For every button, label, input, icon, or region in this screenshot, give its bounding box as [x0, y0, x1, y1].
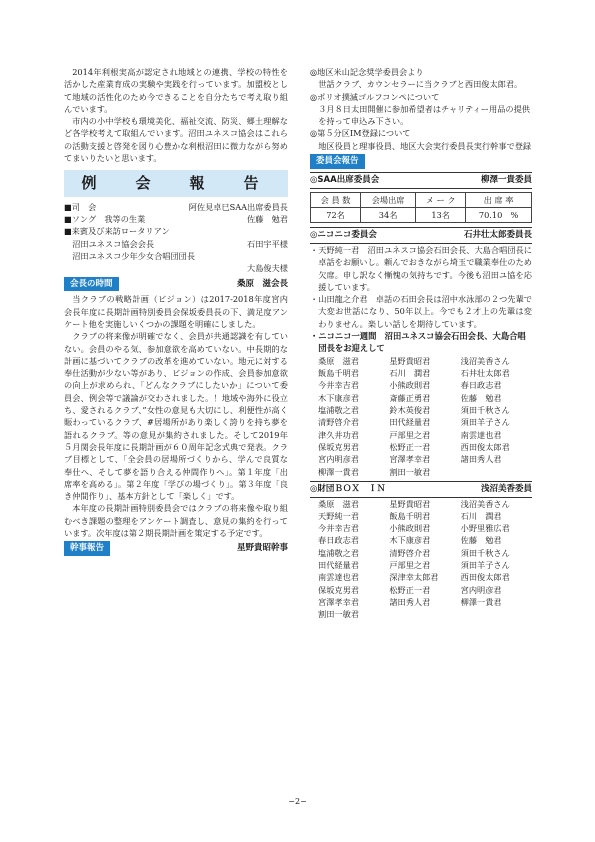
member-name: 西田俊太郎君 [460, 572, 510, 583]
member-name: 田代経量君 [318, 560, 359, 571]
member-name: 斎藤正勇君 [389, 392, 431, 403]
notice-heading: ◎ポリオ撲滅ゴルフコンペについて [310, 91, 440, 102]
member-name: 西田俊太郎君 [460, 441, 510, 452]
box-heading [310, 481, 532, 498]
member-name: 今井幸吉君 [318, 380, 359, 391]
president-name: 桑原 滋会長 [236, 278, 288, 289]
member-name: 清野啓介君 [318, 417, 359, 428]
member-name: 佐藤 勉君 [460, 392, 502, 403]
secretary-bar [64, 541, 288, 556]
member-name: 浅沼美香さん [460, 498, 510, 509]
member-name: 今井幸吉君 [318, 523, 359, 534]
intro-paragraph: 2014年利根実高が認定され地域との連携、学校の特性を活かした産業育成の実験や実践を行っています。加盟校として地域の活性化のため今できることを自分たちで考え取り組んでいます。 [64, 67, 288, 114]
member-name: 田代経量君 [389, 417, 431, 428]
guest-name: 大島俊夫様 [247, 263, 288, 274]
member-name: 清野啓介君 [389, 547, 431, 558]
meeting-items [64, 201, 288, 238]
intro-paragraph: 市内の小中学校も環境美化、福祉交流、防災、郷土理解など各学校考えて取組んでいます。沼田ユネスコ協会はこれらの活動支援と啓発を図り心豊かな利根沼田に微力ながら努めてまいりたいと思います。 [64, 116, 288, 164]
president-paragraph: 当クラブの戦略計画（ビジョン）は2017-2018年度宮内会長年度に長期計画特別委員会保坂委員長の下、満足度アンケート他を実施しいくつかの課題を明確にしました。 [64, 294, 288, 329]
member-name: 諸田秀人君 [389, 596, 431, 607]
member-name: 柳澤一貴君 [460, 596, 502, 607]
member-name: 小熊政則君 [389, 523, 431, 534]
committee-tag: 委員会報告 [310, 154, 365, 169]
member-name: 津久井功君 [318, 429, 359, 440]
member-name: 戸部里之君 [389, 429, 431, 440]
member-name: 宮内明彦君 [460, 584, 502, 595]
member-name: 柳澤一貴君 [318, 466, 359, 477]
member-name: 春日政志君 [318, 535, 359, 546]
attendance-value-cell: 13名 [416, 207, 466, 222]
guest-row [64, 262, 288, 274]
member-name: 松野正一君 [389, 441, 431, 452]
member-name: 割田一敏君 [389, 466, 431, 477]
attendance-header-cell: 出 席 率 [466, 192, 532, 207]
member-name: 諸田秀人君 [460, 454, 502, 465]
member-name: 小熊政則君 [389, 380, 431, 391]
member-name: 南雲達也君 [460, 429, 502, 440]
member-name: 石井壮太郎君 [460, 368, 510, 379]
meeting-item [64, 201, 288, 213]
saa-heading [310, 172, 532, 189]
page-number: −2− [288, 797, 307, 806]
left-column [64, 66, 288, 558]
nico-chair: 石井壮太郎委員長 [463, 230, 532, 241]
attendance-value-cell: 70.10 % [466, 207, 532, 222]
welcome-heading: ・ニコニコ一週間 沼田ユネスコ協会石田会長、大島合唱団長をお迎えして [310, 331, 526, 354]
nico-heading [310, 227, 532, 244]
member-name: 松野正一君 [389, 584, 431, 595]
president-bar [64, 277, 288, 292]
meeting-item [64, 213, 288, 225]
member-name: 木下康彦君 [389, 535, 431, 546]
member-name: 小野里雅広君 [460, 523, 510, 534]
meeting-item-label: ■ソング 我等の生業 [64, 214, 146, 225]
member-name: 割田一敏君 [318, 609, 359, 620]
member-name: 石川 潤君 [460, 510, 502, 521]
member-name: 桑原 滋君 [318, 355, 359, 366]
attendance-table [310, 192, 532, 224]
president-paragraph: 本年度の長期計画特別委員会ではクラブの将来像や取り組むべき課題の整理をアンケート調査し、意見の集約を行っています。次年度は第２期長期計画を策定する予定です。 [64, 503, 288, 539]
secretary-name: 星野貴昭幹事 [236, 543, 288, 554]
committee-bar [310, 154, 532, 169]
member-name: 天野純一君 [318, 510, 359, 521]
member-name: 浅沼美香さん [460, 355, 510, 366]
attendance-header-cell: 会 員 数 [311, 192, 361, 207]
member-name: 南雲達也君 [318, 572, 359, 583]
meeting-item-label: ■来賓及び来訪ロータリアン [64, 226, 170, 237]
member-name [461, 466, 532, 478]
member-name: 飯島千明君 [318, 368, 359, 379]
meeting-item-value: 佐藤 勉君 [247, 214, 288, 225]
attendance-value-cell: 34名 [361, 207, 416, 222]
attendance-value-row [311, 207, 532, 222]
notices [310, 66, 532, 152]
member-name: 宮澤孝幸君 [389, 454, 431, 465]
member-name: 塩浦敬之君 [318, 547, 359, 558]
nico-bullet: ・山田龍之介君 卓話の石田会長は沼中水泳部の２つ先輩で大変お世話になり、50年以上。今でも２才上の先輩は変わりません。楽しい話しを期待しています。 [310, 294, 532, 329]
member-name: 須田羊子さん [460, 560, 510, 571]
member-name: 保坂克男君 [318, 441, 359, 452]
attendance-header-row [311, 192, 532, 207]
intro-text [64, 66, 288, 164]
president-text [64, 293, 288, 539]
member-name: 佐藤 勉君 [460, 535, 502, 546]
attendance-value-cell: 72名 [311, 207, 361, 222]
notice-body: 世話クラブ、カウンセラーに当クラブと西田俊太郎君。 [318, 79, 523, 90]
meeting-item-label: ■司 会 [64, 201, 97, 212]
right-column [310, 66, 532, 621]
member-name: 星野貴昭君 [389, 355, 431, 366]
meeting-item-value: 阿佐見卓巳SAA出席委員長 [188, 201, 288, 212]
member-name: 木下康彦君 [318, 392, 359, 403]
president-paragraph: クラブの将来像が明確でなく、会員が共通認識を有していない。会員のやる気、参加意欲を高めていない。中長期的な計画に基づいてクラブの改革を進めていない。地元に対する奉仕活動が少ない等があり、ビジョンの作成、会員参加意欲の向上が求められ、「どんなクラブにしたいか」について委員会、例会等で議論が交わされました。！地域や海外に役立ち、愛されるクラブ、”女性の意見も大切にし、利便性が高く賑わっているクラブ、#居場所があり楽しく誇りを持ち夢を語れるクラブ。等の意見が集約されました。そして2019年５月関会長年度に長期計画が６０周年記念式典で発表。クラブ目標として、「全会員の居場所づくりから、学んで良質な奉仕へ、そして夢を語り合える仲間作りへ」。第１年度「出席率を高める」。第２年度「学びの場づくり」。第３年度「良き仲間作り」、基本方針として「楽しく」です。 [64, 331, 288, 502]
saa-title: ◎SAA出席委員会 [310, 174, 380, 185]
box-member: 浅沼美香委員 [480, 483, 532, 494]
meeting-item [64, 225, 288, 237]
meeting-report-title: 例 会 報 告 [64, 170, 288, 197]
member-name: 石川 潤君 [389, 368, 431, 379]
box-title: ◎財団ＢＯＸ ＩＮ [310, 483, 386, 494]
box-name-grid [310, 498, 532, 621]
nico-title: ◎ニコニコ委員会 [310, 230, 377, 241]
member-name: 桑原 滋君 [318, 498, 359, 509]
nico-bullet: ・天野純一君 沼田ユネスコ協会石田会長、大島合唱団長に卓話をお願いし。頼んでおきながら埼玉で職業奉仕のため欠席。申し訳なく慚愧の気持ちです。今後も沼田ユ協を応援しています。 [310, 244, 532, 292]
notice-heading: ◎地区米山記念奨学委員会より [310, 67, 424, 77]
guest-row [64, 250, 288, 262]
member-name: 星野貴昭君 [389, 498, 431, 509]
member-name: 須田千秋さん [460, 547, 510, 558]
guest-list [64, 238, 288, 275]
guest-row [64, 238, 288, 250]
member-name: 塩浦敬之君 [318, 405, 359, 416]
welcome-name-grid [310, 355, 532, 478]
saa-member: 柳澤一貴委員 [480, 174, 532, 185]
notice-body: ３月８日太田開催に参加希望者はチャリティー用品の提供を持って申込み下さい。 [318, 103, 530, 127]
member-name: 宮内明彦君 [318, 454, 359, 465]
member-name: 保坂克男君 [318, 584, 359, 595]
secretary-tag: 幹事報告 [64, 541, 110, 556]
member-name: 戸部里之君 [389, 560, 431, 571]
nico-bullets [310, 244, 532, 330]
guest-org: 沼田ユネスコ少年少女合唱団団長 [72, 251, 196, 262]
attendance-header-cell: メ ー ク [416, 192, 466, 207]
member-name: 須田千秋さん [460, 405, 510, 416]
guest-org: 沼田ユネスコ協会会長 [72, 238, 155, 249]
attendance-header-cell: 会場出席 [361, 192, 416, 207]
member-name [461, 608, 532, 620]
member-name: 飯島千明君 [389, 510, 431, 521]
president-tag: 会長の時間 [64, 277, 119, 292]
member-name: 須田羊子さん [460, 417, 510, 428]
member-name: 宮澤孝幸君 [318, 596, 359, 607]
member-name: 深津幸太郎君 [389, 572, 439, 583]
member-name: 春日政志君 [460, 380, 502, 391]
member-name: 鈴木英俊君 [389, 405, 431, 416]
notice-body: 地区役員と理事役員、地区大会実行委員長実行幹事で登録 [318, 140, 532, 151]
member-name [389, 608, 460, 620]
guest-name: 石田宇平様 [247, 238, 288, 249]
notice-heading: ◎第５分区IM登録について [310, 128, 411, 139]
